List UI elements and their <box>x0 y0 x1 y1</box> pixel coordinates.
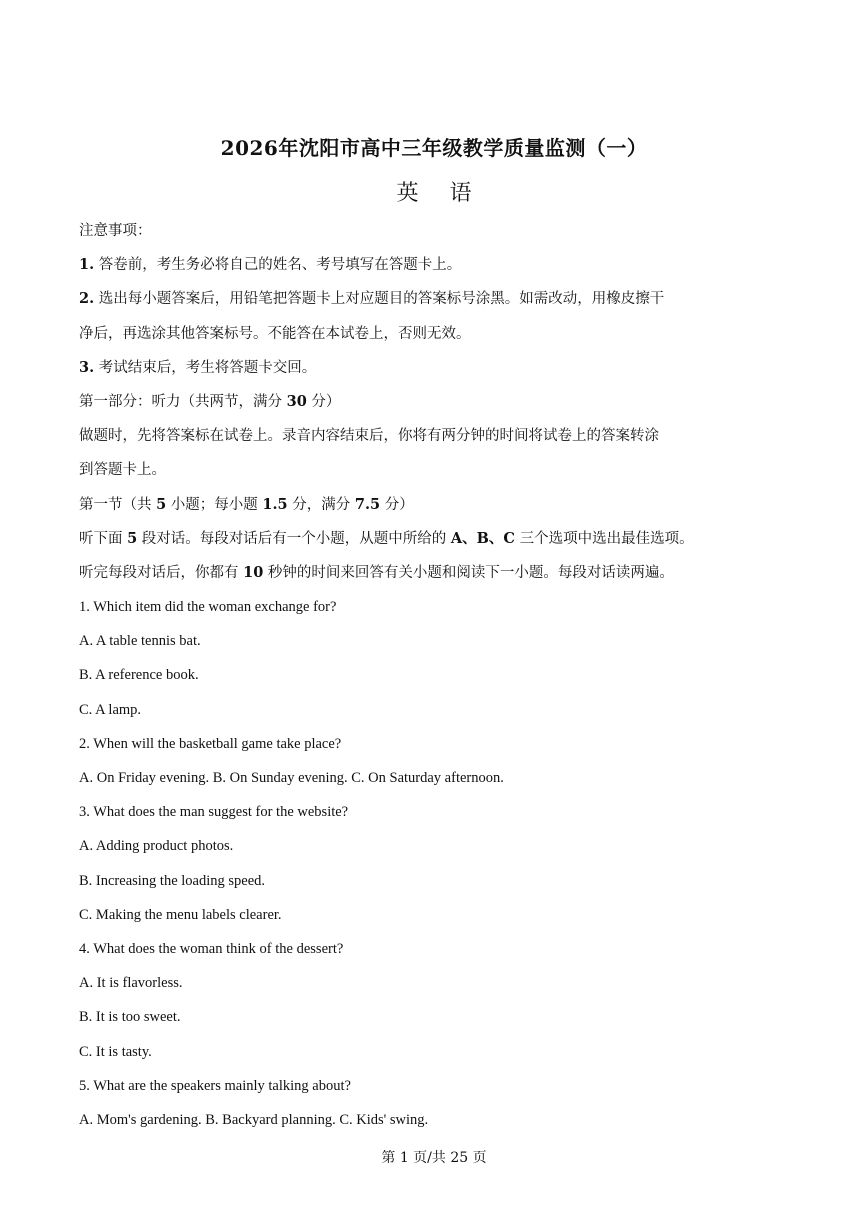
question-1-option-b: B. A reference book. <box>79 667 199 684</box>
part1-heading-post: 分） <box>306 393 341 410</box>
part1-instruction-line-2: 到答题卡上。 <box>79 462 166 479</box>
directions-2-post: 秒钟的时间来回答有关小题和阅读下一小题。每段对话读两遍。 <box>263 564 674 581</box>
section1-heading-pre: 第一节（共 <box>79 496 157 513</box>
notice-item-1-text: 答卷前，考生务必将自己的姓名、考号填写在答题卡上。 <box>94 257 462 274</box>
directions-1-post: 三个选项中选出最佳选项。 <box>514 530 694 547</box>
directions-1-abc: A、B、C <box>450 529 515 547</box>
section1-heading-count: 5 <box>156 495 167 513</box>
question-1-option-c: C. A lamp. <box>79 701 142 718</box>
section1-heading-total: 7.5 <box>354 495 381 513</box>
question-2: 2. When will the basketball game take place? <box>79 735 342 752</box>
notice-item-3-text: 考试结束后，考生将答题卡交回。 <box>94 359 317 376</box>
section1-heading-each: 1.5 <box>262 495 288 513</box>
question-1: 1. Which item did the woman exchange for? <box>79 599 337 616</box>
notice-item-3-number: 3. <box>79 358 95 376</box>
notice-item-2-text: 选出每小题答案后，用铅笔把答题卡上对应题目的答案标号涂黑。如需改动，用橡皮擦干 <box>94 291 665 308</box>
exam-body <box>79 221 799 1144</box>
question-4-option-a: A. It is flavorless. <box>79 975 183 992</box>
exam-title: 2026年沈阳市高中三年级教学质量监测（一） <box>220 136 648 160</box>
question-3-option-b: B. Increasing the loading speed. <box>79 872 266 889</box>
question-4: 4. What does the woman think of the dessert? <box>79 940 344 957</box>
section1-heading-mid2: 分，满分 <box>287 496 355 513</box>
part1-heading-pre: 第一部分：听力（共两节，满分 <box>79 393 287 410</box>
notice-item-1 <box>79 255 799 289</box>
part1-heading-score: 30 <box>286 392 307 410</box>
question-2-options: A. On Friday evening. B. On Sunday evening. C. On Saturday afternoon. <box>79 770 504 786</box>
part1-heading <box>79 392 799 426</box>
section1-heading-mid1: 小题；每小题 <box>166 496 263 513</box>
question-5-options: A. Mom's gardening. B. Backyard planning. C. Kids' swing. <box>79 1111 429 1128</box>
notice-item-2 <box>79 289 799 323</box>
question-4-option-c: C. It is tasty. <box>79 1043 152 1060</box>
question-1-option-a: A. A table tennis bat. <box>79 633 201 650</box>
question-5: 5. What are the speakers mainly talking about? <box>79 1077 351 1094</box>
notice-item-3 <box>79 358 799 392</box>
directions-1-pre: 听下面 <box>79 530 128 547</box>
section1-directions-line-1 <box>79 529 799 563</box>
directions-1-mid: 段对话。每段对话后有一个小题，从题中所给的 <box>137 530 451 547</box>
page-number-footer: 第 1 页/共 25 页 <box>381 1150 487 1166</box>
question-3-option-c: C. Making the menu labels clearer. <box>79 906 282 923</box>
directions-1-num: 5 <box>127 529 138 547</box>
question-4-option-b: B. It is too sweet. <box>79 1009 181 1026</box>
section1-heading-post: 分） <box>380 496 414 513</box>
notice-item-1-number: 1. <box>79 256 95 274</box>
exam-subject: 英 语 <box>396 181 484 206</box>
section1-heading <box>79 495 799 529</box>
notice-heading: 注意事项： <box>79 223 152 239</box>
notice-item-2-continued: 净后，再选涂其他答案标号。不能答在本试卷上，否则无效。 <box>79 325 471 342</box>
notice-item-2-number: 2. <box>79 290 95 308</box>
question-3-option-a: A. Adding product photos. <box>79 838 234 855</box>
section1-directions-line-2 <box>79 563 799 597</box>
directions-2-num: 10 <box>243 563 264 581</box>
directions-2-pre: 听完每段对话后，你都有 <box>79 564 244 581</box>
part1-instruction-line-1: 做题时，先将答案标在试卷上。录音内容结束后，你将有两分钟的时间将试卷上的答案转涂 <box>79 428 659 445</box>
question-3: 3. What does the man suggest for the website? <box>79 804 349 821</box>
